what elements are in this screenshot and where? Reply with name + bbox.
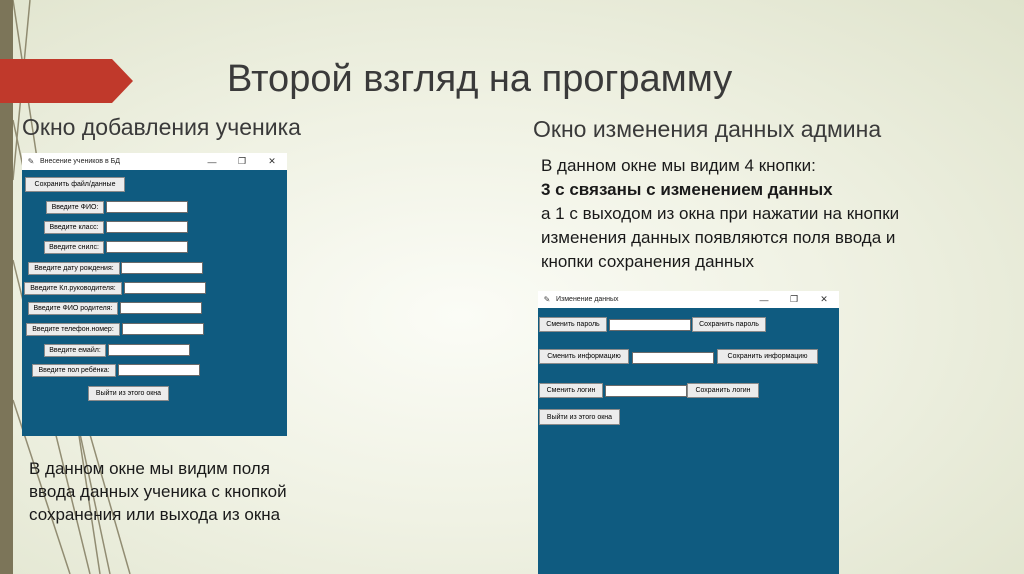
info-input[interactable] <box>632 352 714 364</box>
class-teacher-input[interactable] <box>124 282 206 294</box>
label-fio: Введите ФИО: <box>46 201 104 214</box>
gender-input[interactable] <box>118 364 200 376</box>
maximize-button[interactable]: ❐ <box>237 156 247 166</box>
left-description: В данном окне мы видим поля ввода данных ученика с кнопкой сохранения или выхода из окна <box>29 459 287 524</box>
maximize-button[interactable]: ❐ <box>789 294 799 304</box>
close-button[interactable]: ✕ <box>820 294 828 304</box>
change-info-button[interactable]: Сменить информацию <box>539 349 629 364</box>
right-description <box>541 154 921 274</box>
label-gender: Введите пол ребёнка: <box>32 364 116 377</box>
right-desc-line2: 3 с связаны с изменением данных <box>541 180 833 199</box>
edit-admin-window <box>538 291 839 574</box>
exit-button[interactable]: Выйти из этого окна <box>88 386 169 401</box>
parent-input[interactable] <box>120 302 202 314</box>
exit-button[interactable]: Выйти из этого окна <box>539 409 620 425</box>
phone-input[interactable] <box>122 323 204 335</box>
save-file-button[interactable]: Сохранить файл/данные <box>25 177 125 192</box>
minimize-button[interactable]: — <box>759 294 769 305</box>
right-desc-line3: а 1 с выходом из окна при нажатии на кнопки изменения данных появляются поля ввода и кнопки сохранения данных <box>541 204 900 271</box>
add-student-titlebar <box>22 153 287 170</box>
class-input[interactable] <box>106 221 188 233</box>
label-parent: Введите ФИО родителя: <box>28 302 118 315</box>
close-button[interactable]: ✕ <box>268 156 276 166</box>
save-login-button[interactable]: Сохранить логин <box>687 383 759 398</box>
password-input[interactable] <box>609 319 691 331</box>
save-info-button[interactable]: Сохранить информацию <box>717 349 818 364</box>
label-class: Введите класс: <box>44 221 104 234</box>
slide-title: Второй взгляд на программу <box>227 58 733 100</box>
change-login-button[interactable]: Сменить логин <box>539 383 603 398</box>
window-title: Внесение учеников в БД <box>40 158 120 165</box>
label-phone: Введите телефон.номер: <box>26 323 120 336</box>
label-snils: Введите снилс: <box>44 241 104 254</box>
title-arrow-shape <box>0 59 133 103</box>
login-input[interactable] <box>605 385 687 397</box>
add-student-window <box>22 153 287 436</box>
feather-icon: ✎ <box>27 157 35 166</box>
birthdate-input[interactable] <box>121 262 203 274</box>
feather-icon: ✎ <box>543 295 551 304</box>
snils-input[interactable] <box>106 241 188 253</box>
right-desc-line1: В данном окне мы видим 4 кнопки: <box>541 156 816 175</box>
window-title: Изменение данных <box>556 296 619 303</box>
minimize-button[interactable]: — <box>207 156 217 167</box>
save-password-button[interactable]: Сохранить пароль <box>692 317 766 332</box>
label-class-teacher: Введите Кл.руководителя: <box>24 282 122 295</box>
left-heading: Окно добавления ученика <box>22 114 301 140</box>
change-password-button[interactable]: Сменить пароль <box>539 317 607 332</box>
fio-input[interactable] <box>106 201 188 213</box>
label-birthdate: Введите дату рождения: <box>28 262 120 275</box>
label-email: Введите емайл: <box>44 344 106 357</box>
right-heading: Окно изменения данных админа <box>533 116 882 142</box>
edit-admin-titlebar <box>538 291 839 308</box>
email-input[interactable] <box>108 344 190 356</box>
